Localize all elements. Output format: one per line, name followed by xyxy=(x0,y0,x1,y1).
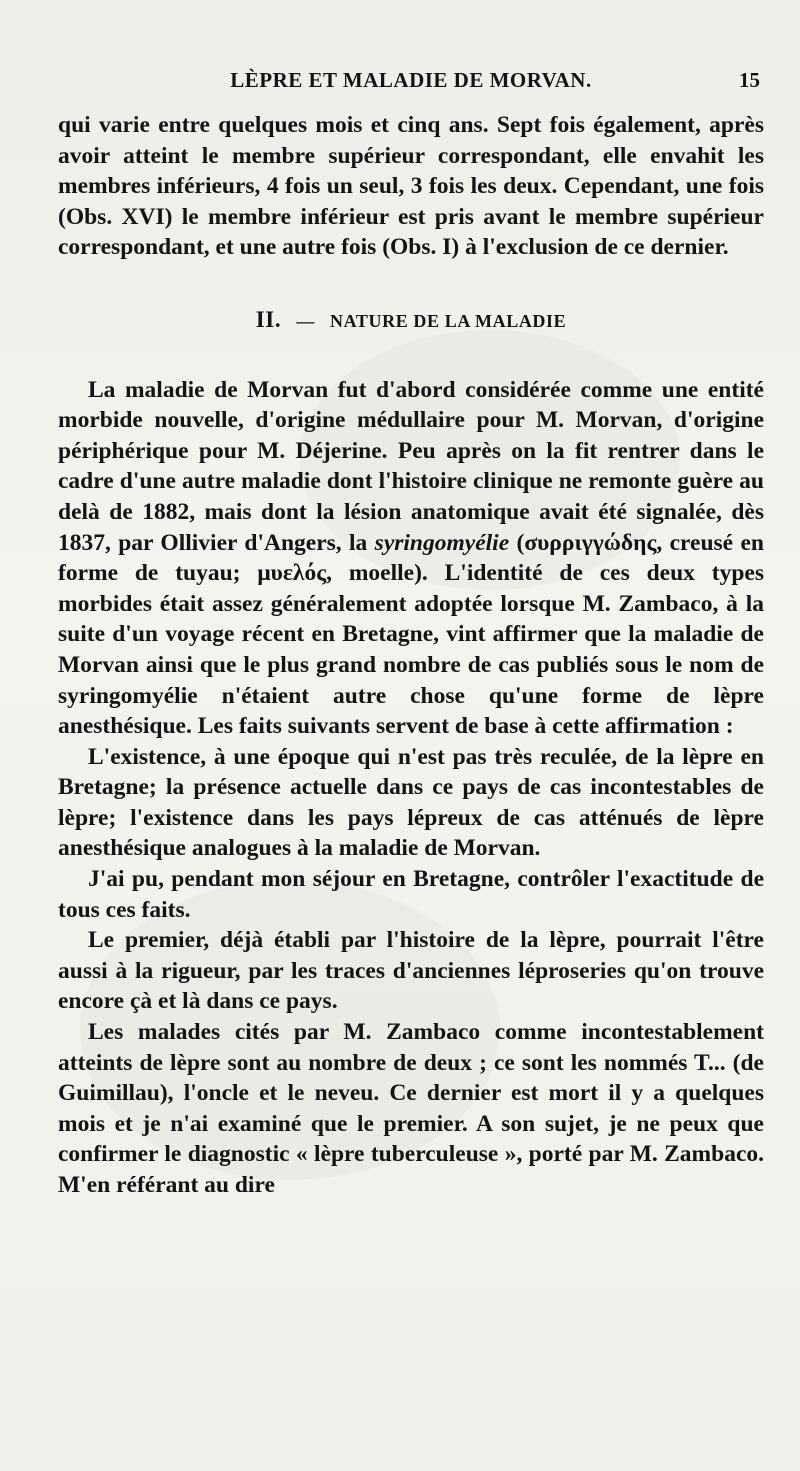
running-title: LÈPRE ET MALADIE DE MORVAN. xyxy=(230,68,592,92)
section-number: II. xyxy=(255,306,282,332)
section-title: NATURE DE LA MALADIE xyxy=(330,310,567,331)
term-syringomyelie: syringomyélie xyxy=(374,529,510,556)
paragraph-nature-part1: La maladie de Morvan fut d'abord considérée comme une entité morbide nouvelle, d'origine médullaire pour M. Morvan, d'origine périphérique pour M. Déjerine. Peu après on la fit rentrer dans le cadre d'une autre maladie dont l'histoire clinique ne remonte guère au delà de 1882, mais dont la lésion anatomique avait été signalée, dès 1837, par Ollivier d'Angers, la xyxy=(58,376,764,556)
page-header xyxy=(58,64,764,100)
paragraph-verification: J'ai pu, pendant mon séjour en Bretagne, contrôler l'exactitude de tous ces faits. xyxy=(58,866,764,923)
section-heading xyxy=(58,305,764,337)
body-text xyxy=(58,110,764,1201)
paragraph-first-fact: Le premier, déjà établi par l'histoire de la lèpre, pourrait l'être aussi à la rigueur, par les traces d'anciennes léproseries qu'on trouve encore çà et là dans ce pays. xyxy=(58,927,764,1015)
paragraph-nature xyxy=(58,375,764,742)
paragraph-facts: L'existence, à une époque qui n'est pas très reculée, de la lèpre en Bretagne; la présence actuelle dans ce pays de cas incontestables de lèpre; l'existence dans les pays lépreux de cas atténués de lèpre anesthésique analogues à la maladie de Morvan. xyxy=(58,743,764,862)
paragraph-patients: Les malades cités par M. Zambaco comme incontestablement atteints de lèpre sont au nombre de deux ; ce sont les nommés T... (de Guimillau), l'oncle et le neveu. Ce dernier est mort il y a quelques mois et je n'ai examiné que le premier. A son sujet, je ne peux que confirmer le diagnostic « lèpre tuberculeuse », porté par M. Zambaco. M'en référant au dire xyxy=(58,1019,764,1198)
paragraph-nature-part2: (συρριγγώδης, creusé en forme de tuyau; μυελός, moelle). L'identité de ces deux types morbides était assez généralement adoptée lorsque M. Zambaco, à la suite d'un voyage récent en Bretagne, vint affirmer que la maladie de Morvan ainsi que le plus grand nombre de cas publiés sous le nom de syringomyélie n'étaient autre chose qu'une forme de lèpre anesthésique. Les faits suivants servent de base à cette affirmation : xyxy=(58,529,764,740)
section-dash: — xyxy=(296,310,315,331)
paragraph-continuation: qui varie entre quelques mois et cinq ans. Sept fois également, après avoir atteint le membre supérieur correspondant, elle envahit les membres inférieurs, 4 fois un seul, 3 fois les deux. Cependant, une fois (Obs. XVI) le membre inférieur est pris avant le membre supérieur correspondant, et une autre fois (Obs. I) à l'exclusion de ce dernier. xyxy=(58,112,764,261)
page-number: 15 xyxy=(739,68,760,92)
